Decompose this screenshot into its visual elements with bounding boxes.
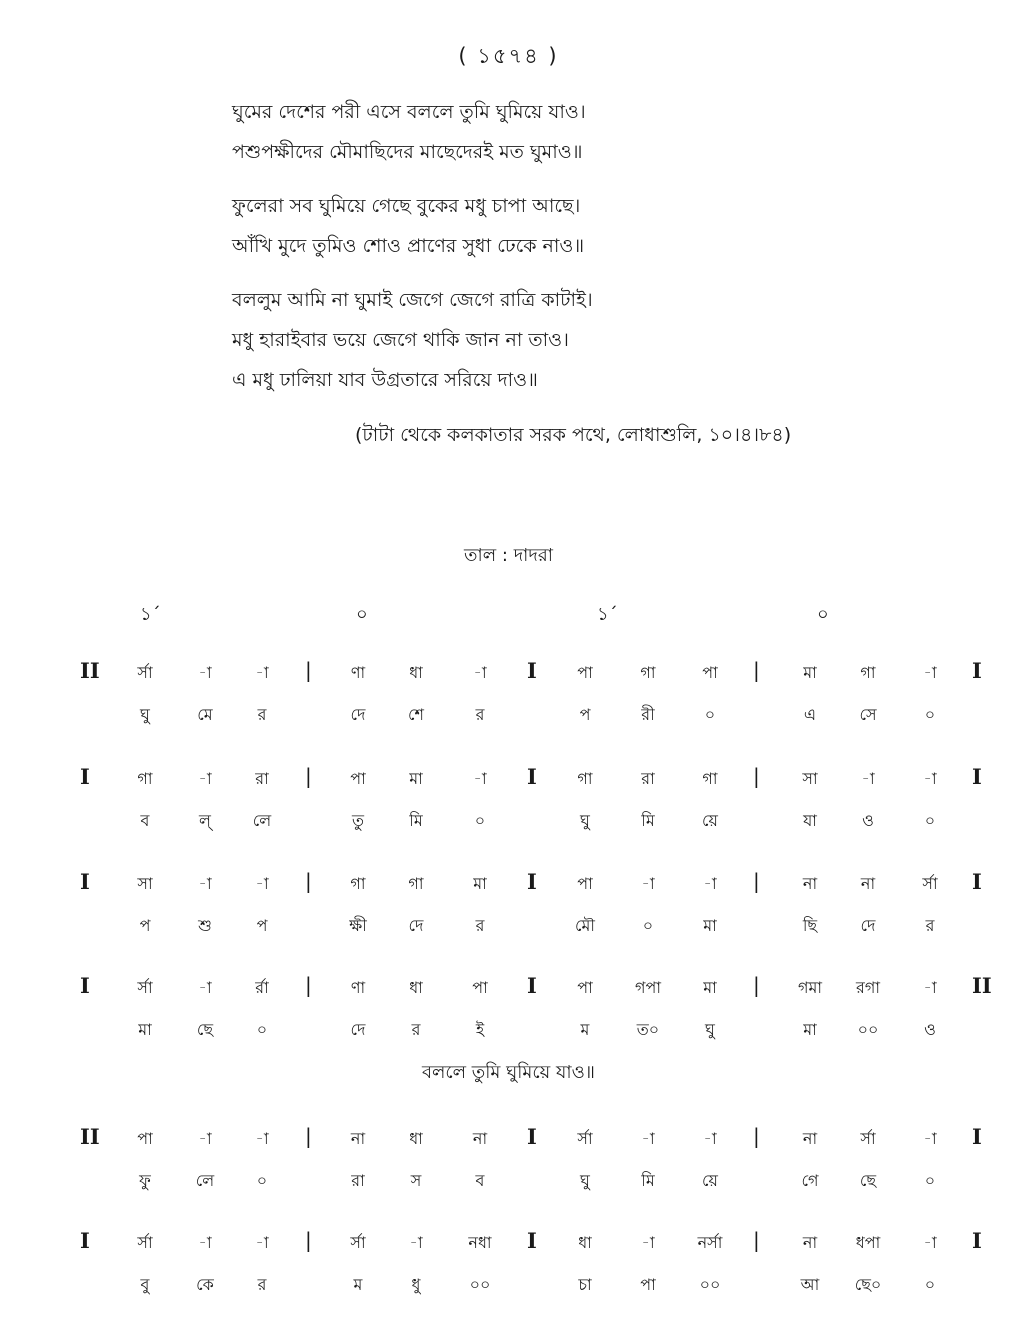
lyric-syllable: ম	[353, 1275, 363, 1294]
lyric-syllable: স	[410, 1171, 422, 1190]
tala-heading: তাল : দাদরা	[464, 545, 553, 566]
lyric-syllable: মি	[641, 811, 655, 830]
lyric-syllable: ক্ষী	[349, 916, 367, 935]
beat-divider: |	[753, 1228, 760, 1252]
beat-divider: |	[305, 1228, 312, 1252]
swara-note: মা	[803, 663, 817, 682]
swara-note: না	[860, 874, 876, 893]
swara-note: না	[802, 874, 818, 893]
lyric-syllable: লে	[195, 1171, 215, 1190]
lyric-syllable: মা	[138, 1020, 152, 1039]
bar-line: I	[80, 869, 90, 894]
bar-line: I	[527, 973, 537, 998]
swara-note: র্সা	[137, 978, 153, 997]
swara-note: না	[802, 1233, 818, 1252]
poem-line: পশুপক্ষীদের মৌমাছিদের মাছেদেরই মত ঘুমাও॥	[232, 141, 583, 163]
lyric-syllable: মা	[703, 916, 717, 935]
poem-line: আঁখি মুদে তুমিও শোও প্রাণের সুধা ঢেকে নাও॥	[232, 235, 585, 257]
lyric-syllable: ঘু	[580, 811, 590, 830]
swara-note: -া	[861, 769, 875, 788]
beat-divider: |	[753, 1124, 760, 1148]
beat-divider: |	[305, 1124, 312, 1148]
bar-line: II	[80, 1124, 100, 1149]
swara-note: রগা	[856, 978, 880, 997]
lyric-syllable: পা	[640, 1275, 656, 1294]
lyric-syllable: রী	[641, 705, 655, 724]
swara-note: র্সা	[137, 663, 153, 682]
swara-note: গপা	[635, 978, 661, 997]
swara-note: -া	[641, 874, 655, 893]
lyric-syllable: ০	[256, 1171, 268, 1190]
notation-row	[0, 1230, 1017, 1320]
swara-note: -া	[641, 1129, 655, 1148]
swara-note: -া	[198, 1129, 212, 1148]
lyric-syllable: শু	[198, 916, 212, 935]
swara-note: গা	[702, 769, 718, 788]
lyric-syllable: রা	[351, 1171, 365, 1190]
beat-divider: |	[753, 764, 760, 788]
lyric-syllable: দে	[350, 705, 366, 724]
swara-note: র্সা	[860, 1129, 876, 1148]
swara-note: রা	[255, 769, 269, 788]
notation-row	[0, 660, 1017, 750]
lyric-syllable: আ	[800, 1275, 820, 1294]
poem-stanza-3	[232, 280, 912, 400]
lyric-syllable: য়ে	[702, 1171, 718, 1190]
lyric-syllable: র	[411, 1020, 421, 1039]
lyric-syllable: ০০	[857, 1020, 879, 1039]
lyric-syllable: মি	[409, 811, 423, 830]
swara-note: -া	[923, 1233, 937, 1252]
lyric-syllable: মা	[803, 1020, 817, 1039]
lyric-syllable: মৌ	[575, 916, 595, 935]
swara-note: -া	[255, 1129, 269, 1148]
swara-note: না	[472, 1129, 488, 1148]
poem-line: এ মধু ঢালিয়া যাব উগ্রতারে সরিয়ে দাও॥	[232, 369, 538, 391]
refrain-line: বললে তুমি ঘুমিয়ে যাও॥	[421, 1062, 595, 1083]
lyric-syllable: দে	[860, 916, 876, 935]
swara-note: -া	[255, 874, 269, 893]
swara-note: গা	[860, 663, 876, 682]
beat-divider: |	[753, 973, 760, 997]
swara-note: -া	[255, 1233, 269, 1252]
swara-note: পা	[702, 663, 718, 682]
lyric-syllable: ০	[704, 705, 716, 724]
swara-note: ণা	[350, 978, 366, 997]
swara-note: -া	[641, 1233, 655, 1252]
swara-note: সা	[137, 874, 153, 893]
beat-divider: |	[305, 973, 312, 997]
lyric-syllable: ব	[140, 811, 150, 830]
swara-note: না	[802, 1129, 818, 1148]
lyric-syllable: ই	[475, 1020, 485, 1039]
swara-note: পা	[577, 663, 593, 682]
bar-line: I	[972, 764, 982, 789]
bar-line: I	[80, 973, 90, 998]
lyric-syllable: ০	[924, 811, 936, 830]
lyric-syllable: যা	[803, 811, 817, 830]
lyric-syllable: ম	[580, 1020, 590, 1039]
tala-marker: ০	[817, 604, 829, 625]
swara-note: র্সা	[350, 1233, 366, 1252]
lyric-syllable: প	[256, 916, 268, 935]
lyric-syllable: প	[579, 705, 591, 724]
lyric-syllable: র	[475, 916, 485, 935]
beat-divider: |	[753, 658, 760, 682]
notation-row	[0, 1126, 1017, 1216]
bar-line: I	[972, 869, 982, 894]
swara-note: মা	[473, 874, 487, 893]
bar-line: I	[527, 869, 537, 894]
lyric-syllable: ০	[924, 705, 936, 724]
bar-line: II	[80, 658, 100, 683]
bar-line: I	[972, 1228, 982, 1253]
swara-note: ধা	[409, 663, 423, 682]
lyric-syllable: ত০	[636, 1020, 660, 1039]
lyric-syllable: ০	[256, 1020, 268, 1039]
swara-note: -া	[923, 769, 937, 788]
lyric-syllable: ধু	[411, 1275, 421, 1294]
lyric-syllable: সে	[859, 705, 877, 724]
lyric-syllable: ০	[474, 811, 486, 830]
tala-marker: ১´	[597, 604, 618, 625]
swara-note: -া	[198, 978, 212, 997]
poem-line: ফুলেরা সব ঘুমিয়ে গেছে বুকের মধু চাপা আছে।	[232, 195, 581, 217]
swara-note: গমা	[797, 978, 823, 997]
lyric-syllable: র	[925, 916, 935, 935]
lyric-syllable: ও	[862, 811, 874, 830]
swara-note: গা	[408, 874, 424, 893]
lyric-syllable: ঘু	[580, 1171, 590, 1190]
lyric-syllable: ছে	[196, 1020, 214, 1039]
notation-row	[0, 766, 1017, 856]
swara-note: -া	[703, 874, 717, 893]
swara-note: নধা	[468, 1233, 492, 1252]
bar-line: I	[527, 764, 537, 789]
beat-divider: |	[305, 658, 312, 682]
swara-note: -া	[198, 769, 212, 788]
swara-note: -া	[198, 663, 212, 682]
swara-note: র্সা	[577, 1129, 593, 1148]
lyric-syllable: য়ে	[702, 811, 718, 830]
swara-note: নর্সা	[697, 1233, 723, 1252]
swara-note: -া	[703, 1129, 717, 1148]
page-number: ( ১৫৭৪ )	[458, 44, 559, 68]
lyric-syllable: র	[475, 705, 485, 724]
swara-note: র্সা	[922, 874, 938, 893]
bar-line: I	[527, 1228, 537, 1253]
swara-note: -া	[409, 1233, 423, 1252]
lyric-syllable: তু	[351, 811, 365, 830]
lyric-syllable: ০	[924, 1275, 936, 1294]
poem-line: মধু হারাইবার ভয়ে জেগে থাকি জান না তাও।	[232, 329, 569, 351]
swara-note: -া	[923, 663, 937, 682]
swara-note: -া	[473, 663, 487, 682]
poem-stanza-2	[232, 186, 912, 266]
swara-note: পা	[577, 978, 593, 997]
poem-stanza-1	[232, 92, 912, 172]
lyric-syllable: মি	[641, 1171, 655, 1190]
lyric-syllable: লে	[252, 811, 272, 830]
lyric-syllable: কে	[196, 1275, 214, 1294]
lyric-syllable: ছে০	[854, 1275, 882, 1294]
swara-note: মা	[409, 769, 423, 788]
beat-divider: |	[753, 869, 760, 893]
poem-text	[232, 92, 912, 414]
lyric-syllable: ল্	[199, 811, 211, 830]
lyric-syllable: দে	[350, 1020, 366, 1039]
beat-divider: |	[305, 869, 312, 893]
swara-note: -া	[473, 769, 487, 788]
bar-line: I	[527, 658, 537, 683]
swara-note: ধপা	[855, 1233, 881, 1252]
swara-note: পা	[577, 874, 593, 893]
lyric-syllable: শে	[408, 705, 424, 724]
swara-note: গা	[577, 769, 593, 788]
composition-credit: (টাটা থেকে কলকাতার সরক পথে, লোধাশুলি, ১০।৪।৮৪)	[355, 424, 792, 446]
swara-note: ধা	[409, 1129, 423, 1148]
poem-line: ঘুমের দেশের পরী এসে বললে তুমি ঘুমিয়ে যাও।	[232, 101, 586, 123]
lyric-syllable: ০০	[469, 1275, 491, 1294]
swara-note: -া	[198, 1233, 212, 1252]
bar-line: I	[972, 658, 982, 683]
bar-line: I	[972, 1124, 982, 1149]
lyric-syllable: ছে	[859, 1171, 877, 1190]
lyric-syllable: প	[139, 916, 151, 935]
lyric-syllable: র	[257, 1275, 267, 1294]
swara-note: ণা	[350, 663, 366, 682]
lyric-syllable: বু	[140, 1275, 150, 1294]
poem-line: বললুম আমি না ঘুমাই জেগে জেগে রাত্রি কাটাই।	[232, 289, 593, 311]
bar-line: I	[80, 1228, 90, 1253]
swara-note: গা	[137, 769, 153, 788]
lyric-syllable: গে	[801, 1171, 819, 1190]
lyric-syllable: ০	[924, 1171, 936, 1190]
swara-note: পা	[137, 1129, 153, 1148]
tala-marker: ১´	[140, 604, 161, 625]
notation-row	[0, 975, 1017, 1065]
tala-marker: ০	[356, 604, 368, 625]
lyric-syllable: এ	[803, 705, 817, 724]
lyric-syllable: মে	[197, 705, 213, 724]
swara-note: মা	[703, 978, 717, 997]
swara-note: না	[350, 1129, 366, 1148]
bar-line: I	[527, 1124, 537, 1149]
swara-note: সা	[802, 769, 818, 788]
bar-line: I	[80, 764, 90, 789]
lyric-syllable: ও	[924, 1020, 936, 1039]
lyric-syllable: র	[257, 705, 267, 724]
beat-divider: |	[305, 764, 312, 788]
swara-note: র্সা	[137, 1233, 153, 1252]
lyric-syllable: ঘু	[140, 705, 150, 724]
swara-note: -া	[198, 874, 212, 893]
swara-note: গা	[640, 663, 656, 682]
swara-note: -া	[255, 663, 269, 682]
lyric-syllable: ফু	[139, 1171, 151, 1190]
notation-row	[0, 871, 1017, 961]
bar-line: II	[972, 973, 992, 998]
lyric-syllable: ঘু	[705, 1020, 715, 1039]
lyric-syllable: ছি	[802, 916, 818, 935]
swara-note: রা	[641, 769, 655, 788]
swara-note: পা	[472, 978, 488, 997]
swara-note: ধা	[578, 1233, 592, 1252]
lyric-syllable: ০	[642, 916, 654, 935]
lyric-syllable: ০০	[699, 1275, 721, 1294]
lyric-syllable: চা	[578, 1275, 592, 1294]
lyric-syllable: দে	[408, 916, 424, 935]
swara-note: পা	[350, 769, 366, 788]
swara-note: -া	[923, 978, 937, 997]
swara-note: র্রা	[255, 978, 269, 997]
swara-note: ধা	[409, 978, 423, 997]
swara-note: গা	[350, 874, 366, 893]
lyric-syllable: ব	[475, 1171, 485, 1190]
swara-note: -া	[923, 1129, 937, 1148]
